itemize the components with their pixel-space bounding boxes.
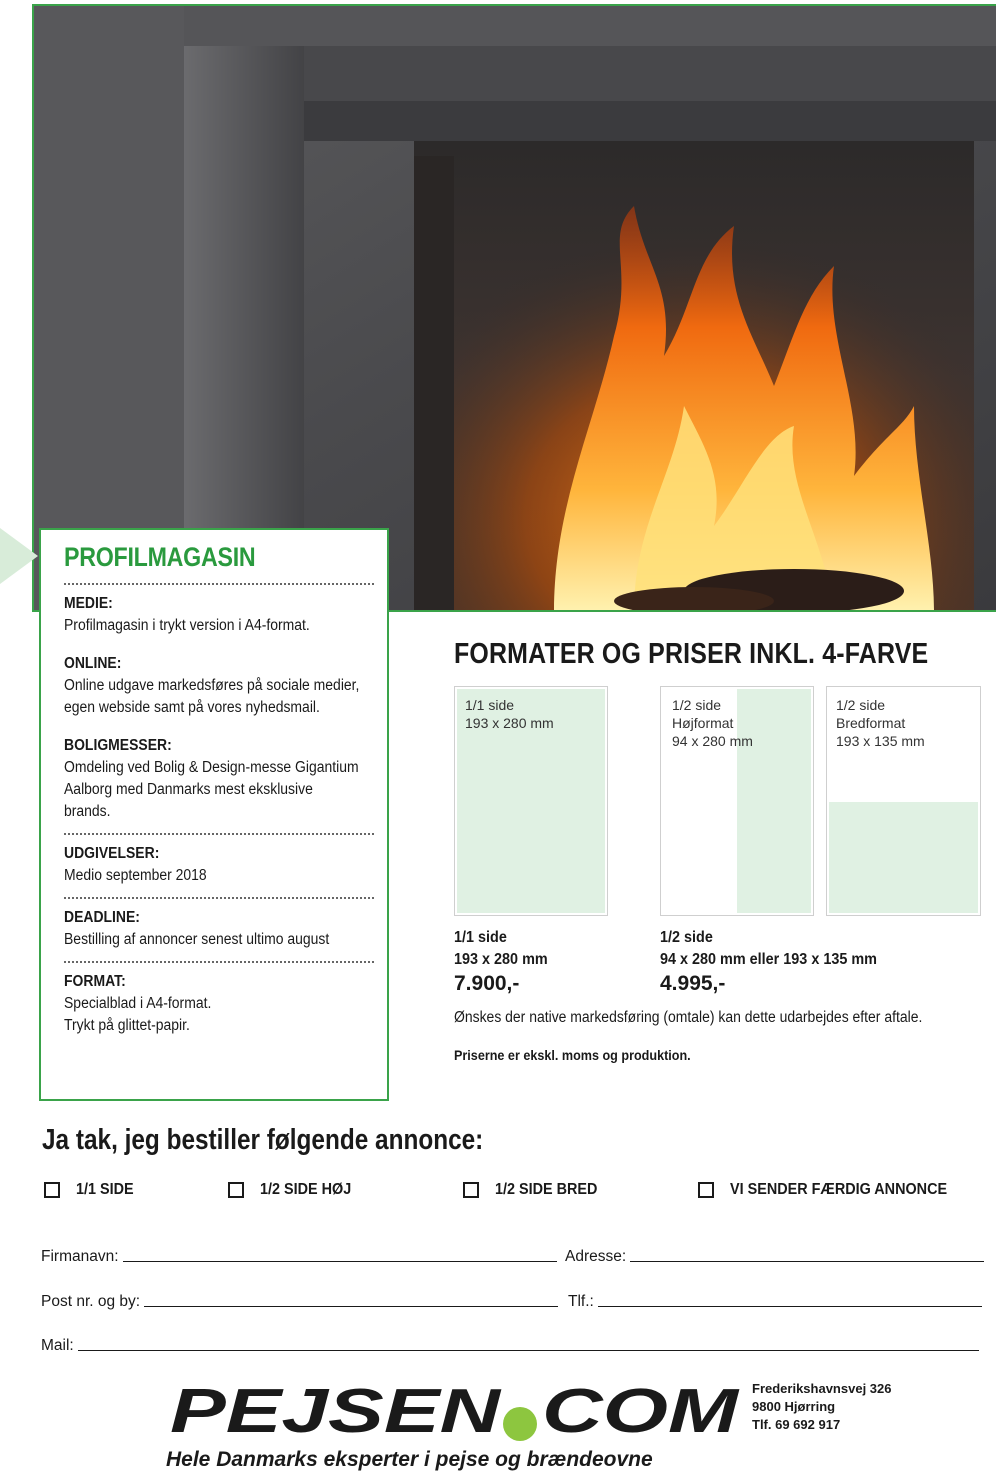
- order-option-label: 1/1 SIDE: [76, 1181, 134, 1198]
- price-full-heading-2: 193 x 280 mm: [454, 951, 548, 968]
- format-text-2: Trykt på glittet-papir.: [64, 1017, 190, 1034]
- tagline: Hele Danmarks eksperter i pejse og brændeovne: [166, 1448, 653, 1471]
- price-half-heading-2: 94 x 280 mm eller 193 x 135 mm: [660, 951, 877, 968]
- format-box-full: [454, 686, 608, 916]
- deadline-label: DEADLINE:: [64, 909, 140, 926]
- mail-label: Mail:: [41, 1337, 74, 1354]
- format-fill-half-wide: [829, 802, 978, 913]
- order-option-own-ad[interactable]: [698, 1181, 971, 1199]
- firmanavn-label: Firmanavn:: [41, 1248, 119, 1265]
- arrow-marker: [0, 528, 38, 584]
- adresse-label: Adresse:: [565, 1248, 627, 1265]
- order-option-full[interactable]: [44, 1181, 140, 1199]
- fireplace-photo: [32, 4, 996, 612]
- udgivelser-text: Medio september 2018: [64, 867, 207, 884]
- postnr-line[interactable]: [144, 1306, 558, 1307]
- format-text-1: Specialblad i A4-format.: [64, 995, 212, 1012]
- info-panel: [39, 528, 389, 1101]
- logo-text-right: COM: [542, 1380, 740, 1446]
- logo-dot: [503, 1407, 537, 1441]
- tlf-label: Tlf.:: [568, 1293, 594, 1310]
- divider: [64, 961, 374, 963]
- udgivelser-label: UDGIVELSER:: [64, 845, 160, 862]
- boligmesser-text: Omdeling ved Bolig & Design-messe Gigantium Aalborg med Danmarks mest eksklusive brands.: [64, 759, 359, 820]
- format-box-half-high: [660, 686, 814, 916]
- checkbox[interactable]: [463, 1182, 479, 1198]
- checkbox[interactable]: [698, 1182, 714, 1198]
- postnr-field[interactable]: [41, 1293, 558, 1311]
- company-address: Frederikshavnsvej 326 9800 Hjørring Tlf. 69 692 917: [752, 1381, 892, 1432]
- magazine-title: PROFILMAGASIN: [64, 542, 256, 572]
- medie-label: MEDIE:: [64, 595, 113, 612]
- format-box-half-wide-label: 1/2 side Bredformat 193 x 135 mm: [836, 697, 925, 749]
- order-option-label: 1/2 SIDE HØJ: [260, 1181, 352, 1198]
- online-text: Online udgave markedsføres på sociale medier, egen webside samt på vores nyhedsmail.: [64, 677, 360, 716]
- divider: [64, 583, 374, 585]
- divider: [64, 833, 374, 835]
- checkbox[interactable]: [228, 1182, 244, 1198]
- format-box-half-high-label: 1/2 side Højformat 94 x 280 mm: [672, 697, 753, 749]
- deadline-text: Bestilling af annoncer senest ultimo august: [64, 931, 330, 948]
- order-option-half-high[interactable]: [228, 1181, 361, 1199]
- price-full-value: 7.900,-: [454, 972, 520, 995]
- postnr-label: Post nr. og by:: [41, 1293, 141, 1310]
- online-label: ONLINE:: [64, 655, 122, 672]
- price-half-heading-1: 1/2 side: [660, 929, 713, 946]
- order-option-half-wide[interactable]: [463, 1181, 609, 1199]
- format-label: FORMAT:: [64, 973, 126, 990]
- native-note: Ønskes der native markedsføring (omtale) kan dette udarbejdes efter aftale.: [454, 1009, 923, 1026]
- price-excl-note: Priserne er ekskl. moms og produktion.: [454, 1047, 691, 1063]
- medie-text: Profilmagasin i trykt version i A4-format.: [64, 617, 310, 634]
- order-option-label: 1/2 SIDE BRED: [495, 1181, 598, 1198]
- price-full-heading-1: 1/1 side: [454, 929, 507, 946]
- price-half-value: 4.995,-: [660, 972, 726, 995]
- firmanavn-line[interactable]: [123, 1261, 557, 1262]
- pejsen-logo: [170, 1380, 740, 1452]
- order-option-label: VI SENDER FÆRDIG ANNONCE: [730, 1181, 948, 1198]
- firmanavn-field[interactable]: [41, 1248, 557, 1266]
- checkbox[interactable]: [44, 1182, 60, 1198]
- divider: [64, 897, 374, 899]
- order-title: Ja tak, jeg bestiller følgende annonce:: [42, 1124, 484, 1156]
- boligmesser-label: BOLIGMESSER:: [64, 737, 172, 754]
- tlf-line[interactable]: [598, 1306, 982, 1307]
- mail-field[interactable]: [41, 1337, 979, 1355]
- format-box-full-label: 1/1 side 193 x 280 mm: [465, 697, 554, 731]
- adresse-line[interactable]: [630, 1261, 984, 1262]
- tlf-field[interactable]: [568, 1293, 982, 1311]
- formats-title: FORMATER OG PRISER INKL. 4-FARVE: [454, 638, 929, 670]
- logo-text-left: PEJSEN: [170, 1380, 502, 1446]
- format-box-half-wide: [826, 686, 981, 916]
- adresse-field[interactable]: [565, 1248, 984, 1266]
- mail-line[interactable]: [78, 1350, 979, 1351]
